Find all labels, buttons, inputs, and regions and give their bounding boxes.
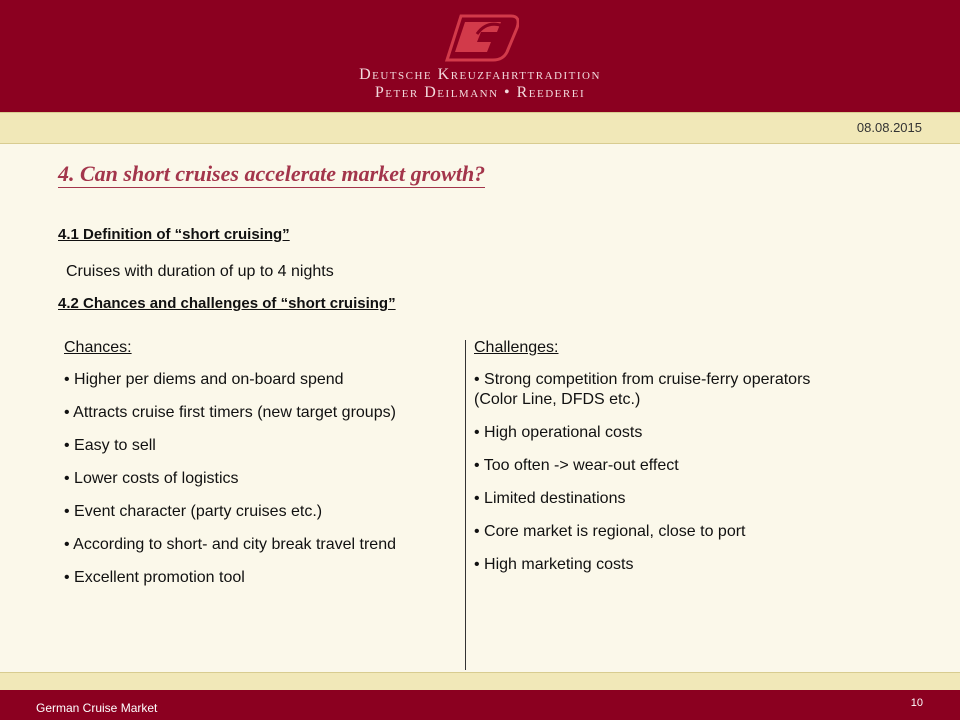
list-item: • Excellent promotion tool: [64, 569, 245, 586]
definition-text: Cruises with duration of up to 4 nights: [66, 263, 334, 280]
bottom-band: [0, 672, 960, 690]
list-item: • High operational costs: [474, 424, 643, 441]
list-item: • Limited destinations: [474, 490, 626, 507]
chances-heading: Chances:: [64, 339, 132, 356]
challenges-heading: Challenges:: [474, 339, 559, 356]
list-item: • Too often -> wear-out effect: [474, 457, 679, 474]
page-number: 10: [910, 697, 923, 709]
challenges-column: [474, 338, 814, 588]
chances-column: [64, 338, 424, 601]
list-item: • Strong competition from cruise-ferry operators (Color Line, DFDS etc.): [474, 371, 811, 408]
list-item: • Easy to sell: [64, 437, 156, 454]
list-item: • High marketing costs: [474, 556, 634, 573]
list-item: • Core market is regional, close to port: [474, 523, 746, 540]
brand-line-1: Deutsche Kreuzfahrttradition: [359, 66, 601, 83]
brand-line-2: Peter Deilmann • Reederei: [374, 84, 586, 101]
date-band: [0, 112, 960, 144]
slide-date: 08.08.2015: [856, 120, 922, 135]
list-item: • Higher per diems and on-board spend: [64, 371, 344, 388]
footer-text: German Cruise Market: [36, 701, 158, 715]
list-item: • Attracts cruise first timers (new target groups): [64, 404, 396, 421]
section1-heading: 4.1 Definition of “short cruising”: [58, 226, 290, 243]
section2-heading: 4.2 Chances and challenges of “short cruising”: [58, 295, 396, 312]
list-item: • Lower costs of logistics: [64, 470, 239, 487]
list-item: • Event character (party cruises etc.): [64, 503, 323, 520]
list-item: • According to short- and city break travel trend: [64, 536, 396, 553]
slide-title: 4. Can short cruises accelerate market growth?: [58, 161, 486, 186]
column-divider: [465, 340, 466, 670]
deilmann-logo-icon: [441, 12, 519, 64]
